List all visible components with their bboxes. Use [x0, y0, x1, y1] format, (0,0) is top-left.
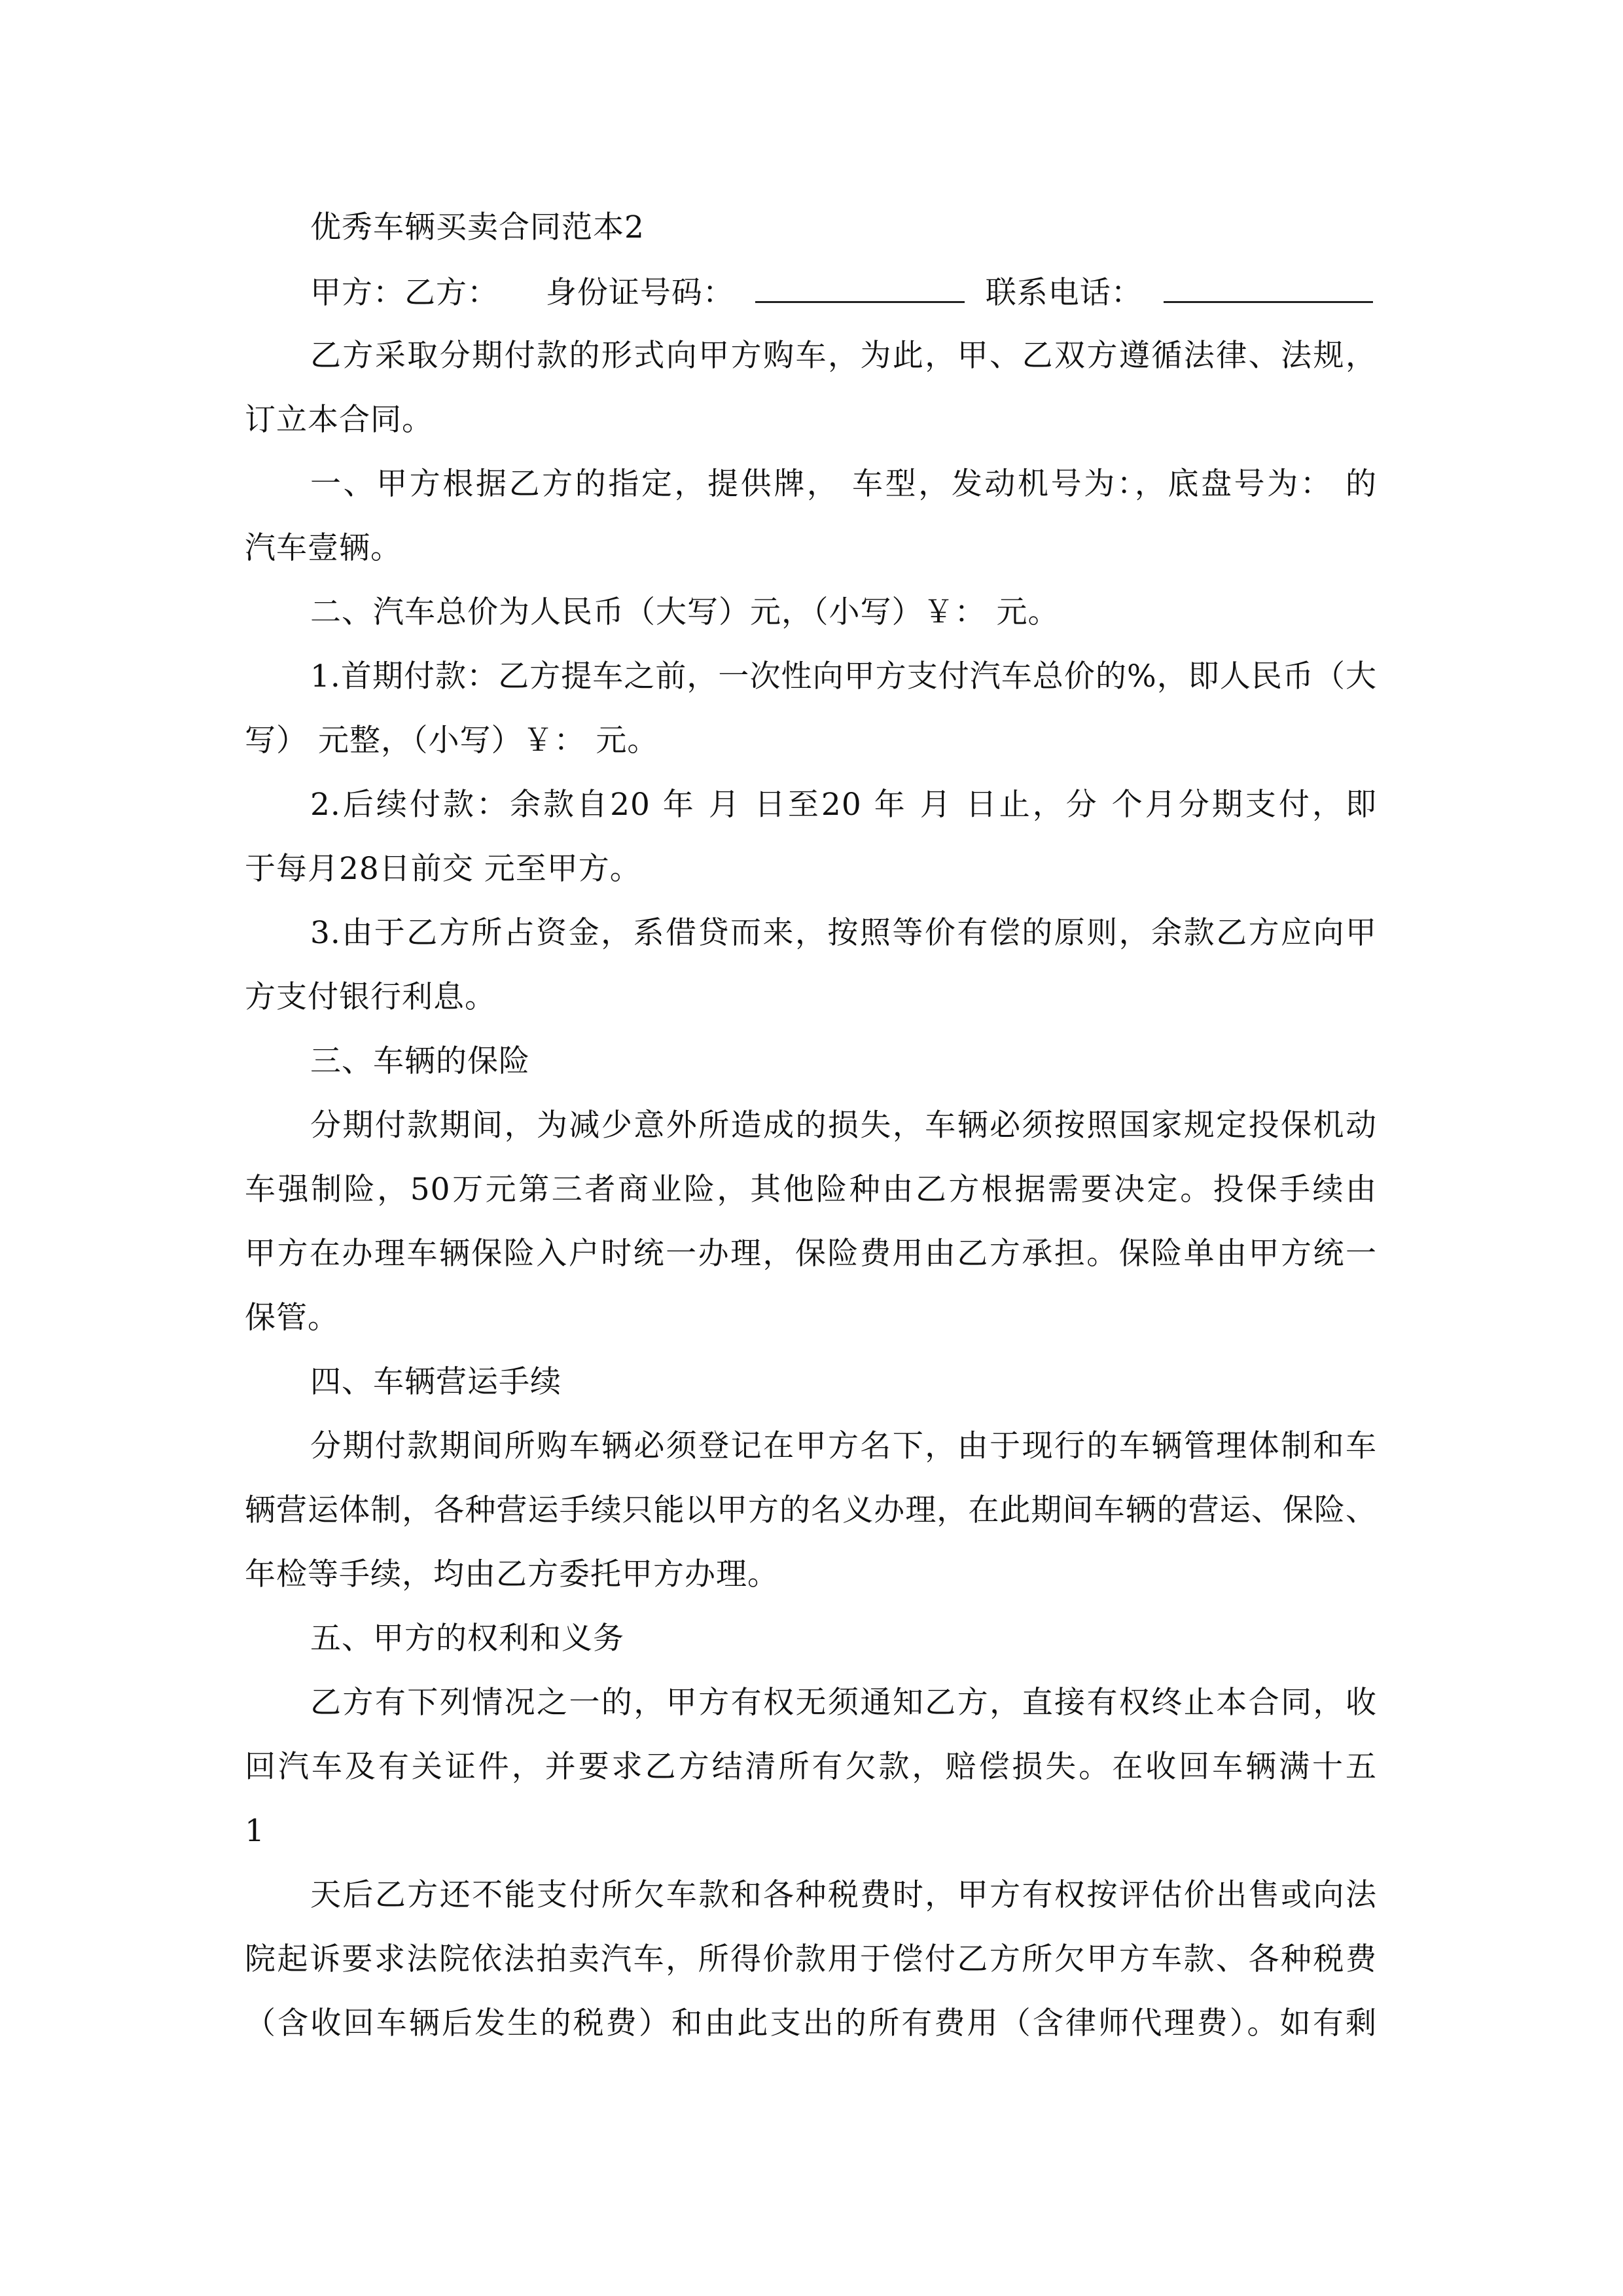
paragraph-line: 分期付款期间，为减少意外所造成的损失，车辆必须按照国家规定投保机动: [310, 1107, 1377, 1143]
phone-blank: [1164, 272, 1373, 303]
paragraph-line: 二、汽车总价为人民币（大写）元，（小写）￥： 元。: [310, 594, 1060, 630]
paragraph-line: 保管。: [245, 1300, 339, 1336]
phone-label: 联系电话：: [985, 275, 1143, 311]
paragraph-line: 3.由于乙方所占资金，系借贷而来，按照等价有偿的原则，余款乙方应向甲: [310, 915, 1377, 951]
paragraph-line: 院起诉要求法院依法拍卖汽车，所得价款用于偿付乙方所欠甲方车款、各种税费: [245, 1941, 1377, 1977]
section-heading: 五、甲方的权利和义务: [310, 1621, 624, 1657]
id-number-blank: [755, 272, 965, 303]
document-title: 优秀车辆买卖合同范本2: [310, 209, 645, 245]
paragraph-line: 回汽车及有关证件，并要求乙方结清所有欠款，赔偿损失。在收回车辆满十五: [245, 1749, 1377, 1785]
paragraph-line: 1.首期付款：乙方提车之前，一次性向甲方支付汽车总价的%，即人民币（大: [310, 658, 1377, 694]
paragraph-line: 乙方采取分期付款的形式向甲方购车，为此，甲、乙双方遵循法律、法规，: [310, 338, 1377, 374]
parties-label: 甲方：乙方：: [310, 275, 499, 311]
paragraph-line: 年检等手续，均由乙方委托甲方办理。: [245, 1556, 779, 1592]
party-info-line: [310, 272, 1383, 313]
paragraph-line: 车强制险，50万元第三者商业险，其他险种由乙方根据需要决定。投保手续由: [245, 1172, 1377, 1208]
paragraph-line: （含收回车辆后发生的税费）和由此支出的所有费用（含律师代理费）。如有剩: [245, 2005, 1377, 2041]
paragraph-line: 订立本合同。: [245, 402, 433, 438]
paragraph-line: 甲方在办理车辆保险入户时统一办理，保险费用由乙方承担。保险单由甲方统一: [245, 1236, 1377, 1272]
paragraph-line: 乙方有下列情况之一的，甲方有权无须通知乙方，直接有权终止本合同，收: [310, 1685, 1377, 1721]
paragraph-line: 2.后续付款：余款自20 年 月 日至20 年 月 日止，分 个月分期支付，即: [310, 787, 1377, 823]
paragraph-line: 汽车壹辆。: [245, 530, 402, 566]
id-number-label: 身份证号码：: [545, 275, 734, 311]
section-heading: 三、车辆的保险: [310, 1043, 530, 1079]
page-number: 1: [245, 1813, 265, 1849]
paragraph-line: 分期付款期间所购车辆必须登记在甲方名下，由于现行的车辆管理体制和车: [310, 1428, 1377, 1464]
paragraph-line: 写） 元整，（小写）￥： 元。: [245, 723, 659, 759]
paragraph-line: 一、甲方根据乙方的指定，提供牌， 车型，发动机号为：，底盘号为： 的: [310, 466, 1377, 502]
paragraph-line: 方支付银行利息。: [245, 979, 496, 1015]
paragraph-line: 辆营运体制，各种营运手续只能以甲方的名义办理，在此期间车辆的营运、保险、: [245, 1492, 1377, 1528]
paragraph-line: 天后乙方还不能支付所欠车款和各种税费时，甲方有权按评估价出售或向法: [310, 1877, 1377, 1913]
paragraph-line: 于每月28日前交 元至甲方。: [245, 851, 641, 887]
section-heading: 四、车辆营运手续: [310, 1364, 562, 1400]
